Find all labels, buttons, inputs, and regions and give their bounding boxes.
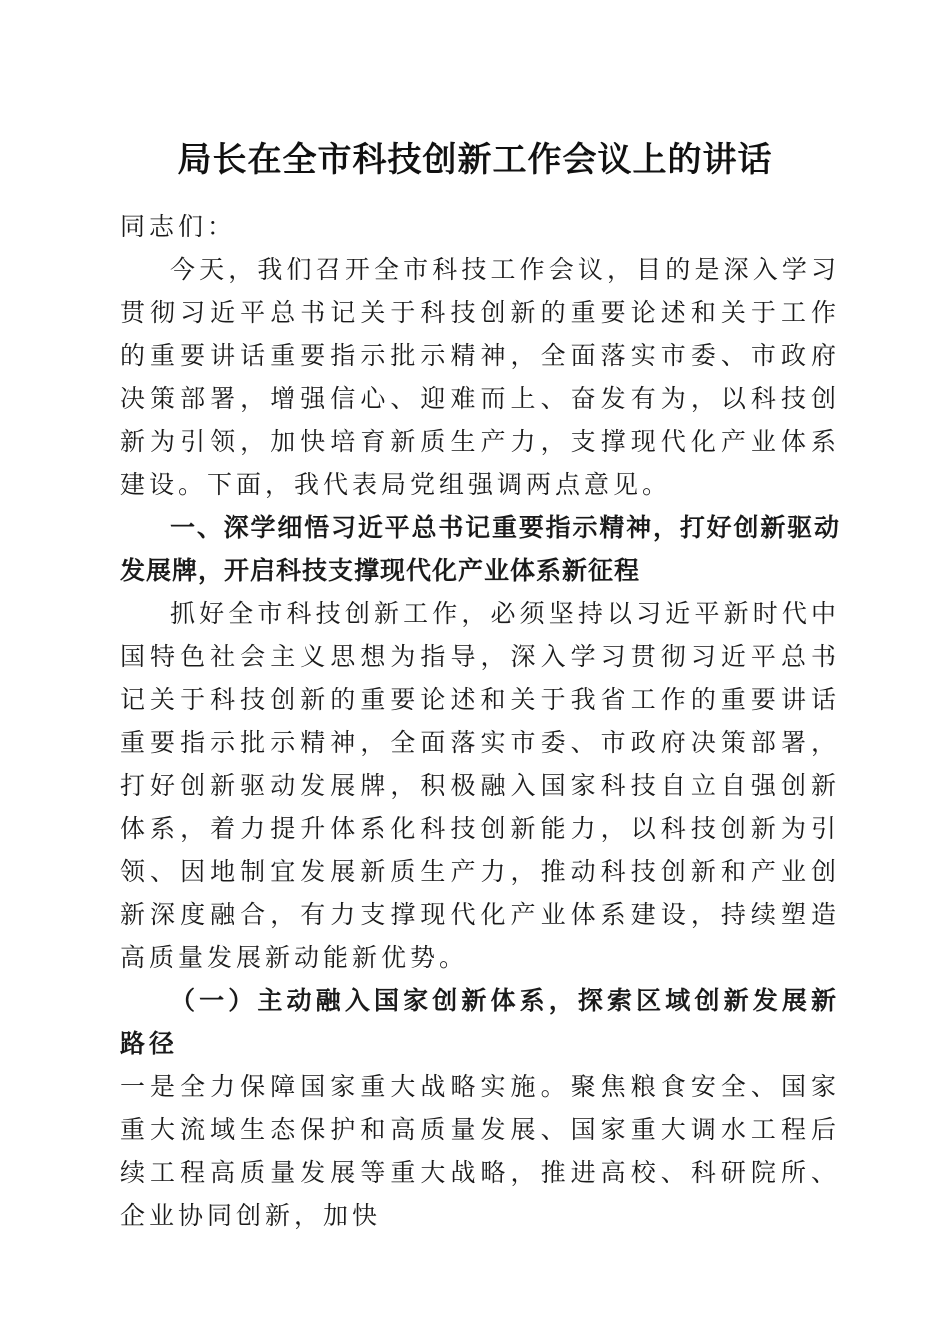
paragraph-subsection-1: 一是全力保障国家重大战略实施。聚焦粮食安全、国家重大流域生态保护和高质量发展、国家重大调水工程后续工程高质量发展等重大战略，推进高校、科研院所、企业协同创新，加快 [120, 1072, 840, 1230]
paragraph-intro: 今天，我们召开全市科技工作会议，目的是深入学习贯彻习近平总书记关于科技创新的重要论述和关于工作的重要讲话重要指示批示精神，全面落实市委、市政府决策部署，增强信心、迎难而上、奋发有为，以科技创新为引领，加快培育新质生产力，支撑现代化产业体系建设。下面，我代表局党组强调两点意见。 [120, 255, 840, 499]
document-body [120, 205, 840, 1237]
paragraph-section-1: 抓好全市科技创新工作，必须坚持以习近平新时代中国特色社会主义思想为指导，深入学习贯彻习近平总书记关于科技创新的重要论述和关于我省工作的重要讲话重要指示批示精神，全面落实市委、市政府决策部署，打好创新驱动发展牌，积极融入国家科技自立自强创新体系，着力提升体系化科技创新能力，以科技创新为引领、因地制宜发展新质生产力，推动科技创新和产业创新深度融合，有力支撑现代化产业体系建设，持续塑造高质量发展新动能新优势。 [120, 599, 840, 972]
salutation: 同志们： [120, 212, 237, 241]
document-title: 局长在全市科技创新工作会议上的讲话 [177, 140, 773, 180]
section-heading-1: 一、深学细悟习近平总书记重要指示精神，打好创新驱动发展牌，开启科技支撑现代化产业体系新征程 [120, 513, 840, 585]
subsection-heading-1: （一）主动融入国家创新体系，探索区域创新发展新路径 [120, 986, 840, 1058]
